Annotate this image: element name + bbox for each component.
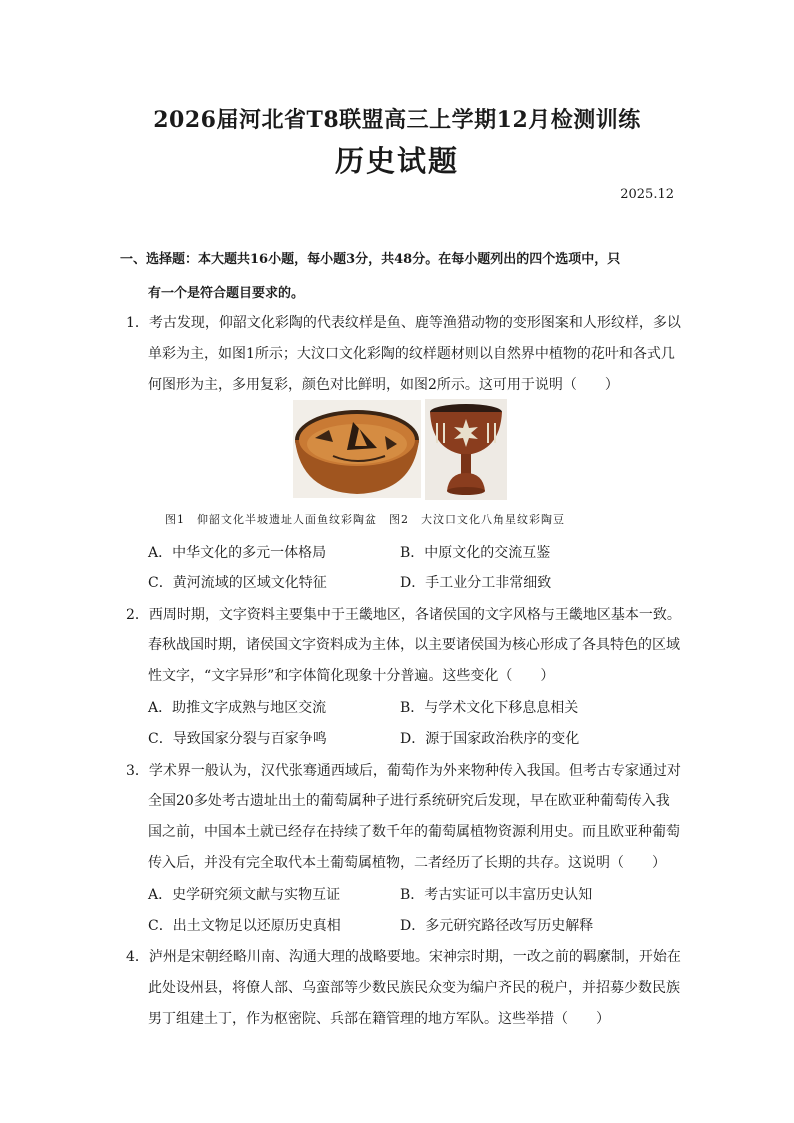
section-heading-line1: 一、选择题：本大题共16小题，每小题3分，共48分。在每小题列出的四个选项中，只: [120, 252, 621, 267]
q1-line2: 单彩为主，如图1所示；大汶口文化彩陶的纹样题材则以自然界中植物的花叶和各式几: [148, 346, 675, 362]
q2-option-b: B．与学术文化下移息息相关: [400, 700, 579, 716]
exam-date: 2025.12: [620, 187, 674, 202]
figure-caption: 图1 仰韶文化半坡遗址人面鱼纹彩陶盆 图2 大汶口文化八角星纹彩陶豆: [165, 513, 565, 526]
q3-option-b: B．考古实证可以丰富历史认知: [400, 887, 593, 903]
q1-line3: 何图形为主，多用复彩，颜色对比鲜明，如图2所示。这可用于说明（ ）: [148, 377, 619, 393]
q2-option-c: C．导致国家分裂与百家争鸣: [148, 731, 327, 747]
figure2-star-pattern-cup-image: [425, 399, 507, 500]
exam-subject: 历史试题: [334, 144, 459, 178]
section-heading-line2: 有一个是符合题目要求的。: [148, 286, 305, 301]
q4-line3: 男丁组建土丁，作为枢密院、兵部在籍管理的地方军队。这些举措（ ）: [148, 1011, 610, 1027]
q3-line2: 全国20多处考古遗址出土的葡萄属种子进行系统研究后发现，早在欧亚种葡萄传入我: [148, 793, 670, 809]
q1-line1: 1．考古发现，仰韶文化彩陶的代表纹样是鱼、鹿等渔猎动物的变形图案和人形纹样，多以: [126, 315, 681, 331]
q1-option-a: A．中华文化的多元一体格局: [148, 545, 327, 561]
q2-line1: 2．西周时期，文字资料主要集中于王畿地区，各诸侯国的文字风格与王畿地区基本一致。: [126, 607, 681, 623]
q3-line3: 国之前，中国本土就已经存在持续了数千年的葡萄属植物资源利用史。而且欧亚种葡萄: [148, 824, 680, 840]
q1-option-d: D．手工业分工非常细致: [400, 575, 552, 591]
q4-line2: 此处设州县，将僚人部、乌蛮部等少数民族民众变为编户齐民的税户，并招募少数民族: [148, 980, 680, 996]
q2-option-a: A．助推文字成熟与地区交流: [148, 700, 327, 716]
q2-option-d: D．源于国家政治秩序的变化: [400, 731, 580, 747]
q4-line1: 4．泸州是宋朝经略川南、沟通大理的战略要地。宋神宗时期，一改之前的羁縻制，开始在: [126, 949, 681, 965]
q1-option-b: B．中原文化的交流互鉴: [400, 545, 551, 561]
exam-title: 2026届河北省T8联盟高三上学期12月检测训练: [153, 107, 641, 133]
q2-line2: 春秋战国时期，诸侯国文字资料成为主体，以主要诸侯国为核心形成了各具特色的区域: [148, 637, 680, 653]
figure1-painted-basin-image: [293, 400, 421, 498]
q3-line4: 传入后，并没有完全取代本土葡萄属植物，二者经历了长期的共存。这说明（ ）: [148, 855, 666, 871]
q3-line1: 3．学术界一般认为，汉代张骞通西域后，葡萄作为外来物种传入我国。但考古专家通过对: [126, 763, 681, 779]
q2-line3: 性文字，“文字异形”和字体简化现象十分普遍。这些变化（ ）: [148, 668, 555, 684]
q3-option-c: C．出土文物足以还原历史真相: [148, 918, 341, 934]
q3-option-a: A．史学研究须文献与实物互证: [148, 887, 341, 903]
q1-option-c: C．黄河流域的区域文化特征: [148, 575, 327, 591]
q3-option-d: D．多元研究路径改写历史解释: [400, 918, 594, 934]
